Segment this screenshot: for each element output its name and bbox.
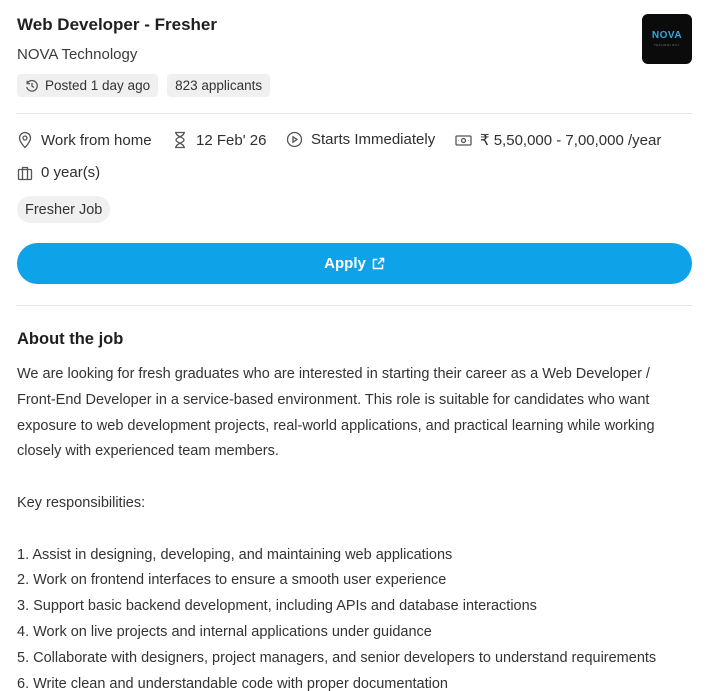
briefcase-icon <box>17 165 33 181</box>
hourglass-icon <box>172 131 188 149</box>
posted-text: Posted 1 day ago <box>45 78 151 93</box>
logo-text: NOVA <box>651 30 683 41</box>
responsibility-item: 1. Assist in designing, developing, and maintaining web applications <box>17 546 453 563</box>
job-description <box>17 362 697 691</box>
responsibility-item: 2. Work on frontend interfaces to ensure a smooth user experience <box>17 572 447 589</box>
salary-text: ₹ 5,50,000 - 7,00,000 /year <box>480 132 662 149</box>
apply-button[interactable] <box>17 243 692 284</box>
description-line: closely with experienced team members. <box>17 443 279 460</box>
play-circle-icon <box>286 131 303 148</box>
posted-badge <box>17 74 158 97</box>
job-title: Web Developer - Fresher <box>17 15 217 34</box>
about-heading: About the job <box>17 330 124 348</box>
money-icon <box>455 133 472 148</box>
description-line: exposure to web development projects, real-world applications, and practical learning while working <box>17 417 655 434</box>
deadline-text: 12 Feb' 26 <box>196 131 267 149</box>
responsibility-item: 4. Work on live projects and internal applications under guidance <box>17 623 432 640</box>
location-pin-icon <box>17 131 33 149</box>
responsibility-item: 5. Collaborate with designers, project managers, and senior developers to understand requirements <box>17 649 657 666</box>
company-logo[interactable] <box>642 14 692 64</box>
start-item <box>286 131 435 148</box>
description-line: We are looking for fresh graduates who are interested in starting their career as a Web Developer / <box>17 366 650 382</box>
logo-subtext: TECHNOLOGY <box>653 43 680 47</box>
job-stats <box>17 74 270 97</box>
location-text: Work from home <box>41 131 152 149</box>
divider <box>17 113 692 114</box>
responsibility-item: 3. Support basic backend development, including APIs and database interactions <box>17 598 537 615</box>
deadline-item <box>172 131 266 149</box>
history-icon <box>25 79 39 93</box>
description-line: Front-End Developer in a service-based environment. This role is suitable for candidates who want <box>17 391 650 408</box>
salary-item <box>455 131 661 149</box>
responsibilities-heading: Key responsibilities: <box>17 494 146 511</box>
applicants-text: 823 applicants <box>175 78 263 93</box>
start-text: Starts Immediately <box>311 131 436 148</box>
experience-item <box>17 164 100 181</box>
company-name[interactable]: NOVA Technology <box>17 46 138 63</box>
external-link-icon <box>372 257 385 270</box>
location-item <box>17 131 152 149</box>
experience-text: 0 year(s) <box>41 164 101 181</box>
responsibility-item: 6. Write clean and understandable code with proper documentation <box>17 675 448 691</box>
applicants-badge <box>167 74 270 97</box>
fresher-job-tag: Fresher Job <box>17 196 110 223</box>
divider <box>17 305 692 306</box>
apply-label: Apply <box>324 255 366 272</box>
